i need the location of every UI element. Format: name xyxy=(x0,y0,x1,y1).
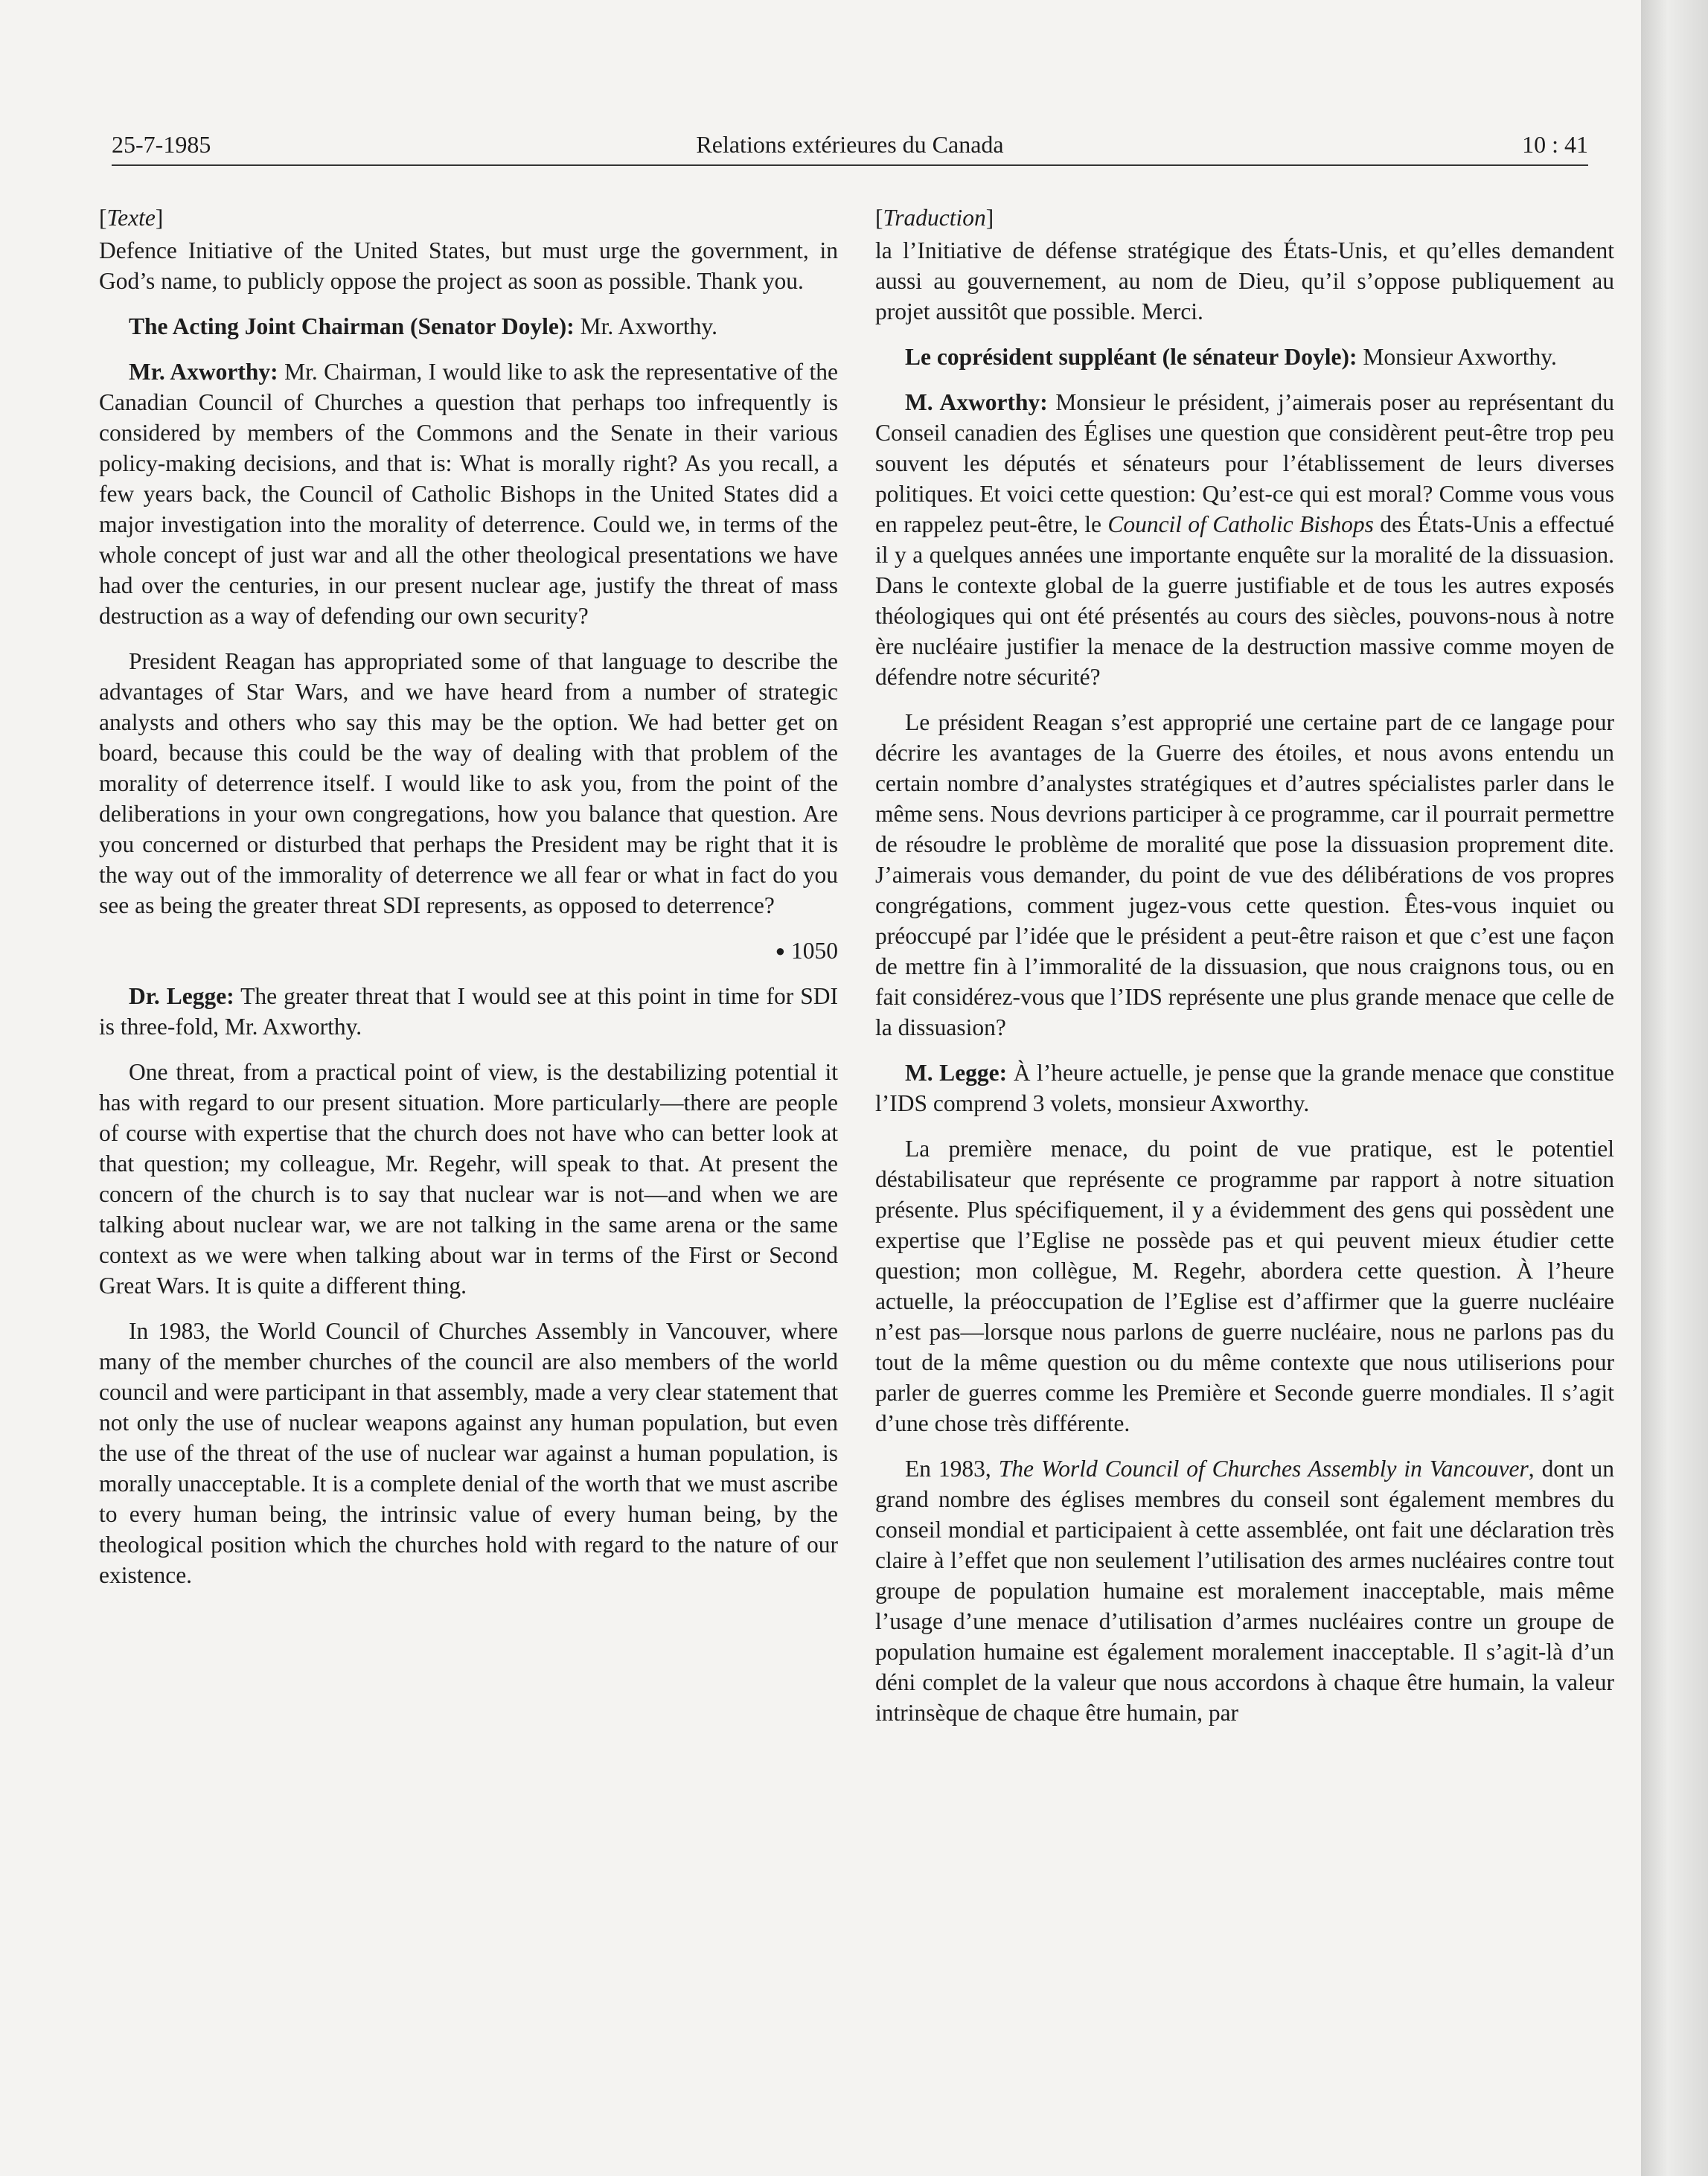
speaker-paragraph: The Acting Joint Chairman (Senator Doyle): Mr. Axworthy. xyxy=(129,313,717,339)
speaker-paragraph: M. Legge: À l’heure actuelle, je pense que la grande menace que constitue l’IDS comprend 3 volets, monsieur Axworthy. xyxy=(875,1060,1614,1116)
time-marker: ● 1050 xyxy=(775,938,838,964)
speaker-paragraph: Mr. Axworthy: Mr. Chairman, I would like to ask the representative of the Canadian Council of Churches a question that perhaps too infrequently is considered by members of the Commons and the Senate in their various policy-making decisions, and that is: What is morally right? As you recall, a few years back, the Council of Catholic Bishops in the United States did a major investigation into the morality of deterrence. Could we, in terms of the whole concept of just war and all the other theological presentations we have had over the centuries, in our present nuclear age, justify the threat of mass destruction as a way of defending our own security? xyxy=(99,359,839,629)
speaker-paragraph: Le coprésident suppléant (le sénateur Doyle): Monsieur Axworthy. xyxy=(905,344,1557,370)
french-column xyxy=(875,202,1614,1743)
source-tag: [Texte] xyxy=(99,205,164,231)
paragraph: la l’Initiative de défense stratégique des États-Unis, et qu’elles demandent aussi au gouvernement, au nom de Dieu, qu’il s’oppose publiquement au projet aussitôt que possible. Merci. xyxy=(875,237,1614,324)
paragraph: En 1983, The World Council of Churches Assembly in Vancouver, dont un grand nombre des églises membres du conseil sont également membres du conseil mondial et participaient à cette assemblée, ont fait une déclaration très claire à l’effet que non seulement l’utilisation des armes nucléaires contre tout groupe de population humaine est moralement inacceptable, mais même l’usage d’une menace d’utilisation d’armes nucléaires contre un groupe de population humaine est également moralement inacceptable. Il s’agit-là d’un déni complet de la valeur que nous accordons à chaque être humain, la valeur intrinsèque de chaque être humain, par xyxy=(875,1456,1614,1726)
paragraph: Defence Initiative of the United States, but must urge the government, in God’s name, to publicly oppose the project as soon as possible. Thank you. xyxy=(99,237,838,294)
source-tag: [Traduction] xyxy=(875,205,994,231)
speaker-name: Mr. Axworthy: xyxy=(129,359,278,385)
speaker-name: Le coprésident suppléant (le sénateur Doyle): xyxy=(905,344,1357,370)
header-rule xyxy=(112,164,1588,166)
speaker-name: The Acting Joint Chairman (Senator Doyle): xyxy=(129,313,575,339)
paragraph: President Reagan has appropriated some of that language to describe the advantages of Star Wars, and we have heard from a number of strategic analysts and others who say this may be the option. We had better get on board, because this could be the way of dealing with that problem of the morality of deterrence itself. I would like to ask you, from the point of the deliberations in your own congregations, how you balance that question. Are you concerned or disturbed that perhaps the President may be right that it is the way out of the immorality of deterrence we all fear or what in fact do you see as being the greater threat SDI represents, as opposed to deterrence? xyxy=(99,648,838,918)
page-header xyxy=(112,127,1588,162)
header-page-number: 10 : 41 xyxy=(1522,131,1588,158)
english-column xyxy=(99,202,838,1605)
paragraph: One threat, from a practical point of view, is the destabilizing potential it has with regard to our present situation. More particularly—there are people of course with expertise that the church does not have who can better look at that question; my colleague, Mr. Regehr, will speak to that. At present the concern of the church is to say that nuclear war is not—and when we are talking about nuclear war, we are not talking in the same arena or the same context as we were when talking about war in terms of the First or Second Great Wars. It is quite a different thing. xyxy=(99,1059,838,1299)
page-edge xyxy=(1641,0,1708,2176)
bullet-icon: ● xyxy=(775,941,785,960)
header-date: 25-7-1985 xyxy=(112,131,211,158)
speaker-name: M. Axworthy: xyxy=(905,389,1048,415)
speaker-paragraph: Dr. Legge: The greater threat that I would see at this point in time for SDI is three-fold, Mr. Axworthy. xyxy=(99,983,838,1040)
paragraph: In 1983, the World Council of Churches Assembly in Vancouver, where many of the member churches of the council are also members of the world council and were participant in that assembly, made a very clear statement that not only the use of nuclear weapons against any human population, but even the use of the threat of the use of nuclear war against a human population, is morally unacceptable. It is a complete denial of the worth that we must ascribe to every human being, the intrinsic value of every human being, by the theological position which the churches hold with regard to the nature of our existence. xyxy=(99,1318,838,1588)
paragraph: Le président Reagan s’est approprié une certaine part de ce langage pour décrire les avantages de la Guerre des étoiles, et nous avons entendu un certain nombre d’analystes stratégiques et d’autres spécialistes parler dans le même sens. Nous devrions participer à ce programme, car il pourrait permettre de résoudre le problème de moralité que pose la dissuasion proprement dite. J’aimerais vous demander, du point de vue des délibérations de vos propres congrégations, comment jugez-vous cette question. Êtes-vous inquiet ou préoccupé par l’idée que le président a peut-être raison et que c’est une façon de mettre fin à l’immoralité de la dissuasion, que nous craignons tous, ou en fait considérez-vous que l’IDS représente une plus grande menace que celle de la dissuasion? xyxy=(875,709,1614,1040)
header-title: Relations extérieures du Canada xyxy=(696,131,1004,158)
speaker-paragraph: M. Axworthy: Monsieur le président, j’aimerais poser au représentant du Conseil canadien des Églises une question que considèrent peut-être trop peu souvent les députés et sénateurs pour l’établissement de leurs diverses politiques. Et voici cette question: Qu’est-ce qui est moral? Comme vous vous en rappelez peut-être, le Council of Catholic Bishops des États-Unis a effectué il y a quelques années une importante enquête sur la moralité de la dissuasion. Dans le contexte global de la guerre justifiable et de tous les autres exposés théologiques qui ont été présentés au cours des siècles, pouvons-nous à notre ère nucléaire justifier la menace de la destruction massive comme moyen de défendre notre sécurité? xyxy=(875,389,1615,690)
speaker-name: Dr. Legge: xyxy=(129,983,234,1009)
speaker-name: M. Legge: xyxy=(905,1060,1008,1086)
paragraph: La première menace, du point de vue pratique, est le potentiel déstabilisateur que représente ce programme par rapport à notre situation présente. Plus spécifiquement, il y a évidemment des gens qui possèdent une expertise que l’Eglise ne possède pas et qui peuvent mieux étudier cette question; mon collègue, M. Regehr, abordera cette question. À l’heure actuelle, la préoccupation de l’Eglise est d’affirmer que la guerre nucléaire n’est pas—lorsque nous parlons de guerre nucléaire, nous ne parlons pas du tout de la même question ou du même contexte que nous utiliserions pour parler de guerres comme les Première et Seconde guerre mondiales. Il s’agit d’une chose très différente. xyxy=(875,1136,1614,1436)
